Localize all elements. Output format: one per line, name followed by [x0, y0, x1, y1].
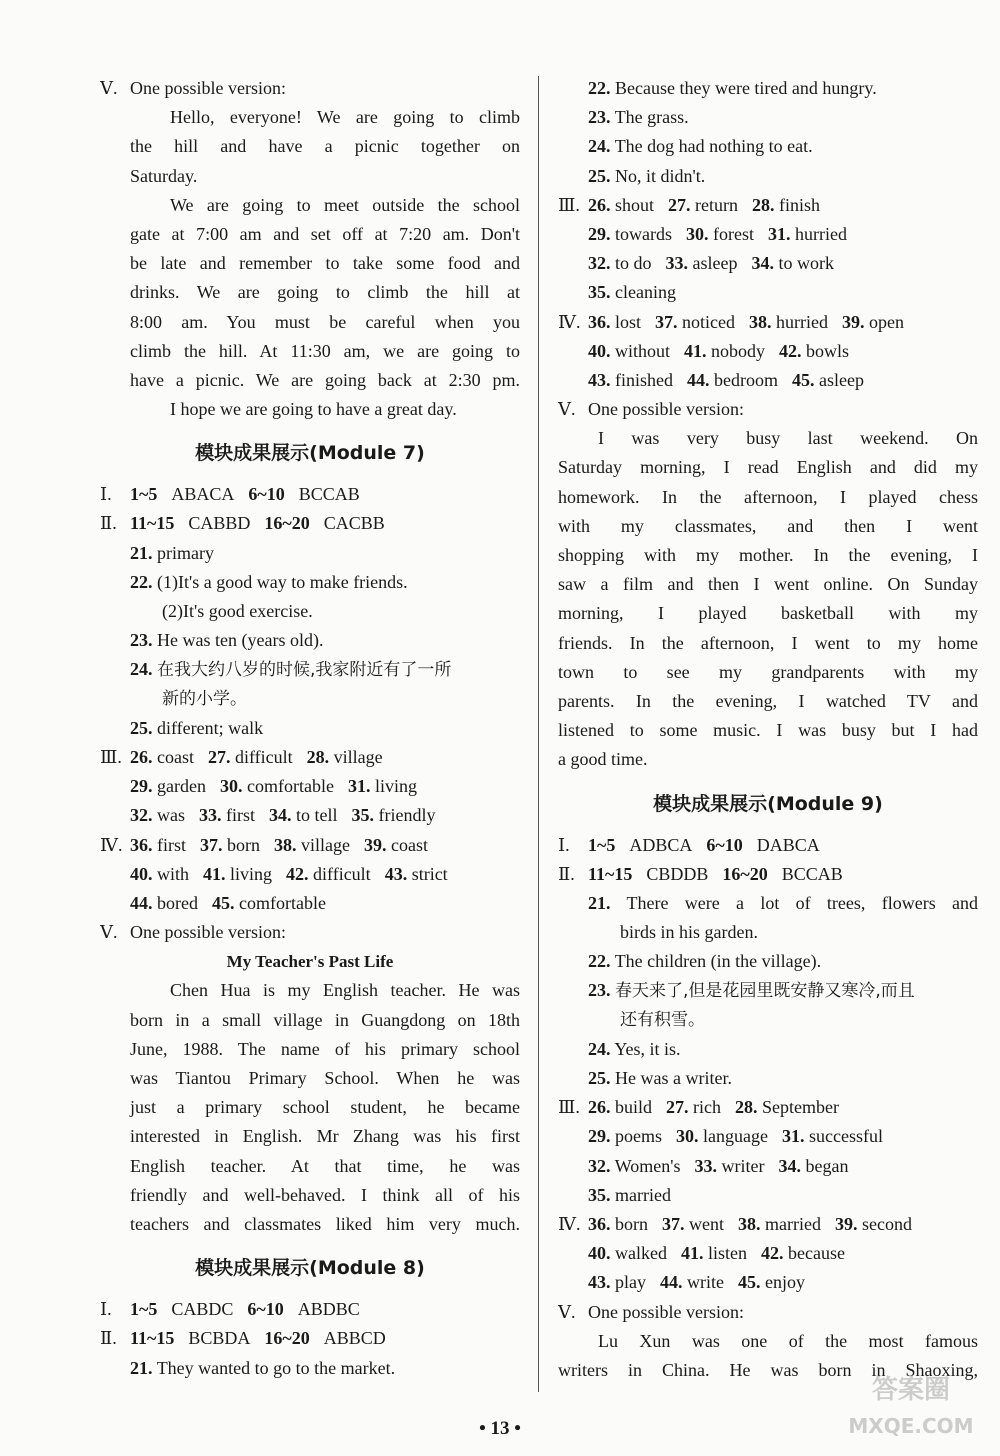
essay-line: with my classmates, and then I went	[558, 515, 978, 536]
essay-line: just a primary school student, he became	[130, 1097, 520, 1118]
answer-line: 21. There were a lot of trees, flowers and	[588, 892, 978, 913]
essay-line: the hill and have a picnic together on	[130, 136, 520, 157]
essay-line: listened to some music. I was busy but I had	[558, 720, 978, 741]
answer-row: 40. walked 41. listen 42. because	[588, 1243, 845, 1264]
right-column	[558, 74, 978, 1385]
essay-title: My Teacher's Past Life	[226, 952, 394, 972]
answer-row: Ⅰ. 1~5 ABACA 6~10 BCCAB	[100, 484, 360, 505]
essay-line: We are going to meet outside the school	[170, 194, 520, 215]
answer-row: 32. was 33. first 34. to tell 35. friendly	[130, 805, 436, 826]
module-8-heading: 模块成果展示(Module 8)	[195, 1257, 425, 1280]
essay-line: parents. In the evening, I watched TV and	[558, 690, 978, 711]
essay-line: Saturday morning, I read English and did my	[558, 457, 978, 478]
essay-line: writers in China. He was born in Shaoxing,	[558, 1359, 978, 1380]
answer-line: 21. primary	[130, 542, 214, 563]
answer-row: 29. poems 30. language 31. successful	[588, 1126, 883, 1147]
answer-row: 29. garden 30. comfortable 31. living	[130, 776, 417, 797]
answer-line: 新的小学。	[162, 688, 247, 709]
answer-row: 35. married	[588, 1184, 671, 1205]
answer-line: 还有积雪。	[620, 1009, 705, 1030]
answer-line: 22. (1)It's a good way to make friends.	[130, 571, 408, 592]
answer-line: birds in his garden.	[620, 922, 758, 943]
essay-line: born in a small village in Guangdong on 18th	[130, 1009, 520, 1030]
watermark-logo: 答案圈 MXQE.COM	[848, 1375, 974, 1438]
answer-row: 32. Women's 33. writer 34. began	[588, 1155, 849, 1176]
module-9-heading: 模块成果展示(Module 9)	[653, 792, 883, 815]
answer-row: 43. finished 44. bedroom 45. asleep	[588, 369, 864, 390]
essay-line: teachers and classmates liked him very much.	[130, 1213, 520, 1234]
answer-line: 24. The dog had nothing to eat.	[588, 136, 813, 157]
answer-line: 22. Because they were tired and hungry.	[588, 78, 877, 98]
essay-line: Hello, everyone! We are going to climb	[170, 107, 520, 128]
essay-line: English teacher. At that time, he was	[130, 1155, 520, 1176]
answer-line: 25. No, it didn't.	[588, 165, 706, 186]
answer-line: 23. He was ten (years old).	[130, 630, 324, 651]
answer-row: 40. without 41. nobody 42. bowls	[588, 340, 850, 361]
essay-line: friendly and well-behaved. I think all of his	[130, 1184, 520, 1205]
section-5-header: Ⅴ. One possible version:	[558, 1301, 744, 1322]
essay-line: drinks. We are going to climb the hill at	[130, 282, 520, 303]
column-divider	[538, 76, 539, 1392]
essay-line: interested in English. Mr Zhang was his first	[130, 1126, 520, 1147]
essay-line: climb the hill. At 11:30 am, we are going to	[130, 340, 520, 361]
answer-line: 23. The grass.	[588, 107, 689, 128]
essay-line: gate at 7:00 am and set off at 7:20 am. Don't	[130, 223, 520, 244]
essay-line: have a picnic. We are going back at 2:30 pm.	[130, 369, 520, 390]
essay-line: I hope we are going to have a great day.	[170, 399, 457, 420]
answer-line: 21. They wanted to go to the market.	[130, 1357, 396, 1378]
essay-line: shopping with my mother. In the evening, I	[558, 545, 978, 565]
answer-row: 44. bored 45. comfortable	[130, 892, 326, 913]
essay-line: Chen Hua is my English teacher. He was	[170, 980, 520, 1001]
answer-row: Ⅲ. 26. coast 27. difficult 28. village	[100, 746, 383, 767]
essay-line: town to see my grandparents with my	[558, 661, 978, 682]
section-5-header: Ⅴ. One possible version:	[100, 922, 286, 943]
answer-line: 24. 在我大约八岁的时候,我家附近有了一所	[130, 659, 452, 681]
answer-line: (2)It's good exercise.	[162, 601, 313, 621]
answer-row: Ⅳ. 36. first 37. born 38. village 39. coast	[100, 834, 428, 855]
essay-line: June, 1988. The name of his primary school	[130, 1038, 520, 1059]
answer-line: 25. He was a writer.	[588, 1068, 732, 1088]
answer-row: Ⅳ. 36. born 37. went 38. married 39. second	[558, 1213, 912, 1234]
essay-line: I was very busy last weekend. On	[598, 428, 978, 449]
answer-row: Ⅳ. 36. lost 37. noticed 38. hurried 39. open	[558, 311, 904, 332]
left-column	[100, 74, 520, 1383]
answer-row: 40. with 41. living 42. difficult 43. strict	[130, 863, 448, 884]
section-5-header: Ⅴ. One possible version:	[100, 78, 286, 98]
essay-line: was Tiantou Primary School. When he was	[130, 1068, 520, 1088]
essay-line: a good time.	[558, 749, 648, 770]
essay-line: morning, I played basketball with my	[558, 603, 978, 624]
answer-line: 23. 春天来了,但是花园里既安静又寒冷,而且	[588, 980, 915, 1002]
answer-line: 24. Yes, it is.	[588, 1038, 681, 1059]
answer-line: 25. different; walk	[130, 717, 264, 738]
answer-row: Ⅱ. 11~15 CBDDB 16~20 BCCAB	[558, 863, 843, 884]
section-5-header: Ⅴ. One possible version:	[558, 399, 744, 420]
answer-row: Ⅱ. 11~15 CABBD 16~20 CACBB	[100, 513, 385, 534]
page-number: • 13 •	[479, 1418, 521, 1439]
answer-line: 22. The children (in the village).	[588, 951, 822, 972]
essay-line: be late and remember to take some food and	[130, 253, 520, 274]
answer-row: Ⅲ. 26. shout 27. return 28. finish	[558, 194, 821, 215]
answer-row: Ⅰ. 1~5 CABDC 6~10 ABDBC	[100, 1299, 360, 1320]
answer-row: Ⅱ. 11~15 BCBDA 16~20 ABBCD	[100, 1328, 386, 1349]
answer-row: 35. cleaning	[588, 282, 676, 303]
module-7-heading: 模块成果展示(Module 7)	[195, 442, 425, 465]
answer-row: Ⅰ. 1~5 ADBCA 6~10 DABCA	[558, 834, 820, 855]
answer-row: 43. play 44. write 45. enjoy	[588, 1272, 805, 1293]
essay-line: saw a film and then I went online. On Sunday	[558, 574, 978, 595]
essay-line: Saturday.	[130, 165, 198, 186]
essay-line: 8:00 am. You must be careful when you	[130, 311, 520, 332]
answer-row: Ⅲ. 26. build 27. rich 28. September	[558, 1097, 839, 1118]
answer-row: 29. towards 30. forest 31. hurried	[588, 223, 847, 244]
essay-line: homework. In the afternoon, I played chess	[558, 486, 978, 507]
essay-line: Lu Xun was one of the most famous	[598, 1330, 978, 1351]
essay-line: friends. In the afternoon, I went to my home	[558, 632, 978, 653]
answer-row: 32. to do 33. asleep 34. to work	[588, 253, 834, 274]
